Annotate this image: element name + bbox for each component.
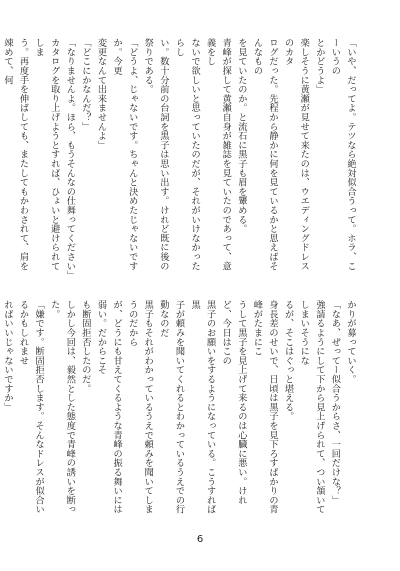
text-line: とかどうよ」 — [313, 38, 325, 94]
text-line: るが、そこはぐっと堪える。 — [282, 300, 294, 421]
text-line: 「嫌です。断固拒否します。そんなドレスが似合いるかもしれませ — [17, 300, 45, 514]
text-line: 「いや、だってよ。テツなら絶対似合うって。ホラ、こーいうの — [329, 38, 356, 271]
text-line: ないで欲しいと思っていたのだが、それがいけなかったらし — [173, 38, 201, 271]
text-line: い。数十分前の台詞を黒子は思い出す。けれど既に後の祭りである。 — [142, 38, 169, 271]
text-line: うして黒子を見上げて来るのは心臓に悪い。けれど、今日はこの — [220, 300, 247, 505]
text-line: 青峰が探して黄瀬自身が雑誌を見ていたのであって、意義をし — [204, 38, 232, 271]
text-line: 「どこにかなんだ？」 — [79, 38, 91, 131]
text-line: かりが募っていく。 — [345, 300, 356, 384]
text-line: 楽しそうに黄瀬が見せて来たのは、ウエディングドレスのカタ — [282, 38, 310, 271]
text-line: 身長差のせいで、日頃は黒子を見下ろすばかりの青峰がたまにこ — [251, 300, 279, 514]
text-line: 強請るようにして下から見上げられて、つい頷いてしまいそうにな — [298, 300, 325, 514]
text-line: 「どうよ、じゃないです。ちゃんと決めたじゃないですか。今更 — [111, 38, 138, 271]
text-line: 「なあ、ぜってー似合うからさ、一回だけな？」 — [329, 300, 341, 505]
text-line: う。再度手を伸ばしても、またしてもかわされて、肩を竦めて、何 — [1, 38, 29, 271]
text-line: カタログを取り上げようとすれば、ひょいと避けられてしま — [33, 38, 60, 271]
page-number: 6 — [196, 534, 204, 545]
text-line: を見ていたのか。と流石に黒子も眉を顰める。 — [235, 38, 247, 234]
top-text-block — [1, 38, 358, 280]
text-line: ればいいじゃないですか」 — [1, 300, 13, 412]
text-line: 「なりませんよ。ほら、もうそんなの仕舞ってください」 — [64, 38, 76, 280]
text-line: も断固拒否したのだ。 — [79, 300, 91, 393]
text-line: 変更なんて出来ませんよ」 — [95, 38, 107, 150]
text-line: 黒子もそれがわかっているうえで頼みを聞いてしまうのだから — [126, 300, 154, 514]
text-line: が、どうにも甘えてくるような青峰の振る舞いには弱い。だからこそ — [95, 300, 123, 514]
text-line: 子が頼みを聞いてくれるとわかっているうえでの行動なのだ — [157, 300, 185, 514]
text-line: 黒子のお願いをするようになっている。こうすれば黒 — [189, 300, 216, 514]
text-line: ログだった。先程から静かに何を見ているかと思えばそんなもの — [251, 38, 279, 271]
text-line: しかし今回は、毅然とした態度で青峰の誘いを断った。 — [48, 300, 76, 514]
bottom-text-block — [1, 300, 358, 522]
